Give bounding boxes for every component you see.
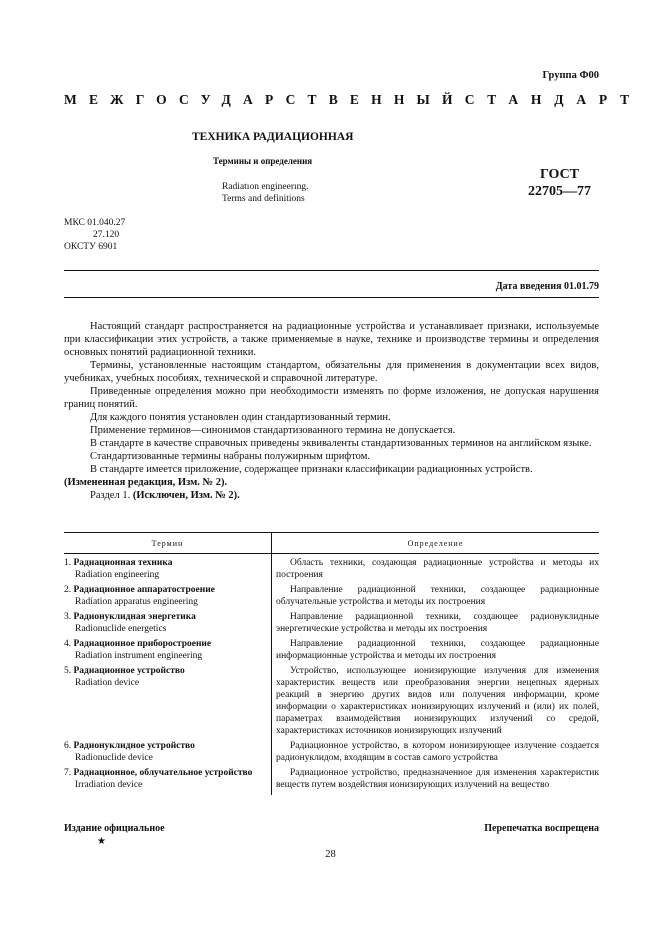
term-en: Radionuclide energetics (75, 624, 167, 634)
term-cell (64, 554, 272, 582)
paragraph: Стандартизованные термины набраны полужирным шрифтом. (90, 451, 370, 462)
document-title: ТЕХНИКА РАДИАЦИОННАЯ (192, 131, 354, 143)
banner-right: СТАНДАРТ (464, 92, 642, 107)
intro-date (496, 281, 599, 292)
term-cell (64, 581, 272, 608)
intro-text (64, 320, 599, 502)
definition-cell (272, 635, 600, 662)
code-okstu: ОКСТУ 6901 (64, 242, 118, 252)
code-mks-2: 27.120 (93, 230, 120, 240)
term-ru: 5. Радиационное устройство (64, 666, 185, 676)
paragraph: Применение терминов—синонимов стандартизованного термина не допускается. (90, 425, 456, 436)
term-cell (64, 662, 272, 737)
official-edition: Издание официальное (64, 823, 165, 834)
table-row (64, 581, 599, 608)
term-en: Radiation apparatus engineering (75, 597, 198, 607)
table-row (64, 635, 599, 662)
divider-top (64, 270, 599, 271)
table-row (64, 608, 599, 635)
definition-cell (272, 662, 600, 737)
term-ru: 7. Радиационное, облучательное устройство (64, 768, 253, 778)
definition-cell (272, 764, 600, 795)
terms-table (64, 532, 599, 795)
group-code: Группа Ф00 (542, 70, 599, 81)
paragraph: В стандарте в качестве справочных приведены эквиваленты стандартизованных терминов на английском языке. (90, 438, 592, 449)
table-row (64, 737, 599, 764)
definition-text: Область техники, создающая радиационные устройства и методы их построения (276, 558, 599, 580)
amendment-note: (Измененная редакция, Изм. № 2). (64, 477, 228, 488)
intro-date-label: Дата введения (495, 281, 562, 292)
banner-left: МЕЖГОСУДАРСТВЕННЫЙ (64, 92, 465, 107)
term-ru: 1. Радиационная техника (64, 558, 173, 568)
term-en: Radiation device (75, 678, 140, 688)
definition-text: Радиационное устройство, в котором ионизирующее излучение создается радионуклидом, входящим в состав самого устройства (276, 741, 599, 763)
gost-block (528, 166, 591, 200)
definition-cell (272, 554, 600, 582)
definition-text: Радиационное устройство, предназначенное для изменения характеристик веществ путем воздействия ионизирующих излучений на вещество (276, 768, 599, 790)
section-note: Раздел 1. (Исключен, Изм. № 2). (90, 490, 240, 501)
intro-date-value: 01.01.79 (564, 281, 599, 292)
paragraph: Настоящий стандарт распространяется на радиационные устройства и устанавливает признаки, используемые при классификации этих устройств, а также применяемые в науке, технике и производстве термины и определения основных понятий радиационной техники. (64, 321, 599, 358)
definition-cell (272, 608, 600, 635)
standard-banner (64, 92, 642, 108)
star-icon: ★ (97, 836, 106, 847)
paragraph: Термины, установленные настоящим стандартом, обязательны для применения в документации всех видов, учебниках, учебных пособиях, технической и справочной литературе. (64, 360, 599, 384)
term-cell (64, 737, 272, 764)
term-cell (64, 608, 272, 635)
term-ru: 3. Радионуклидная энергетика (64, 612, 196, 622)
term-ru: 4. Радиационное приборостроение (64, 639, 212, 649)
term-en: Radionuclide device (75, 753, 153, 763)
divider-date (64, 297, 599, 298)
definition-text: Устройство, использующее ионизирующие излучения для изменения характеристик веществ или преобразования энергии нецепных ядерных реакций в энергию других видов или получения информации, кроме информации о характеристиках ионизирующих излучений и (или) их полей, параметрах взаимодействия ионизирующих излучений со средой, характеристиках источников ионизирующих излучений (276, 666, 599, 736)
english-title-line1: Radiatıon engineerıng. (222, 182, 309, 192)
table-row (64, 764, 599, 795)
definition-text: Направление радиационной техники, создающее радиационные информационные устройства и методы их построения (276, 639, 599, 661)
reprint-prohibited: Перепечатка воспрещена (484, 823, 599, 834)
page-number: 28 (325, 849, 336, 860)
term-en: Radiation instrument engineering (75, 651, 203, 661)
table-row (64, 554, 599, 582)
code-mks: МКС 01.040.27 (64, 218, 126, 228)
paragraph: Для каждого понятия установлен один стандартизованный термин. (90, 412, 391, 423)
english-title-line2: Terms and definitions (222, 194, 305, 204)
paragraph: Приведенные определения можно при необходимости изменять по форме изложения, не допуская нарушения границ понятий. (64, 386, 599, 410)
term-cell (64, 635, 272, 662)
gost-number: 22705—77 (528, 184, 591, 199)
definition-text: Направление радиационной техники, создающее радионуклидные энергетические устройства и методы их построения (276, 612, 599, 634)
term-cell (64, 764, 272, 795)
classification-codes (64, 217, 125, 253)
definition-text: Направление радиационной техники, создающее радиационные облучательные устройства и методы их построения (276, 585, 599, 607)
gost-label: ГОСТ (539, 167, 580, 182)
definition-cell (272, 737, 600, 764)
definition-cell (272, 581, 600, 608)
paragraph: В стандарте имеется приложение, содержащее признаки классификации радиационных устройств. (90, 464, 533, 475)
term-ru: 6. Радионуклидное устройство (64, 741, 195, 751)
document-subtitle: Термины и определения (213, 156, 313, 166)
term-en: Radiation engineering (75, 570, 160, 580)
column-header-term: Термин (64, 533, 272, 554)
table-row (64, 662, 599, 737)
term-ru: 2. Радиационное аппаратостроение (64, 585, 215, 595)
term-en: Irradiation device (75, 780, 143, 790)
column-header-definition: Определение (272, 533, 600, 554)
